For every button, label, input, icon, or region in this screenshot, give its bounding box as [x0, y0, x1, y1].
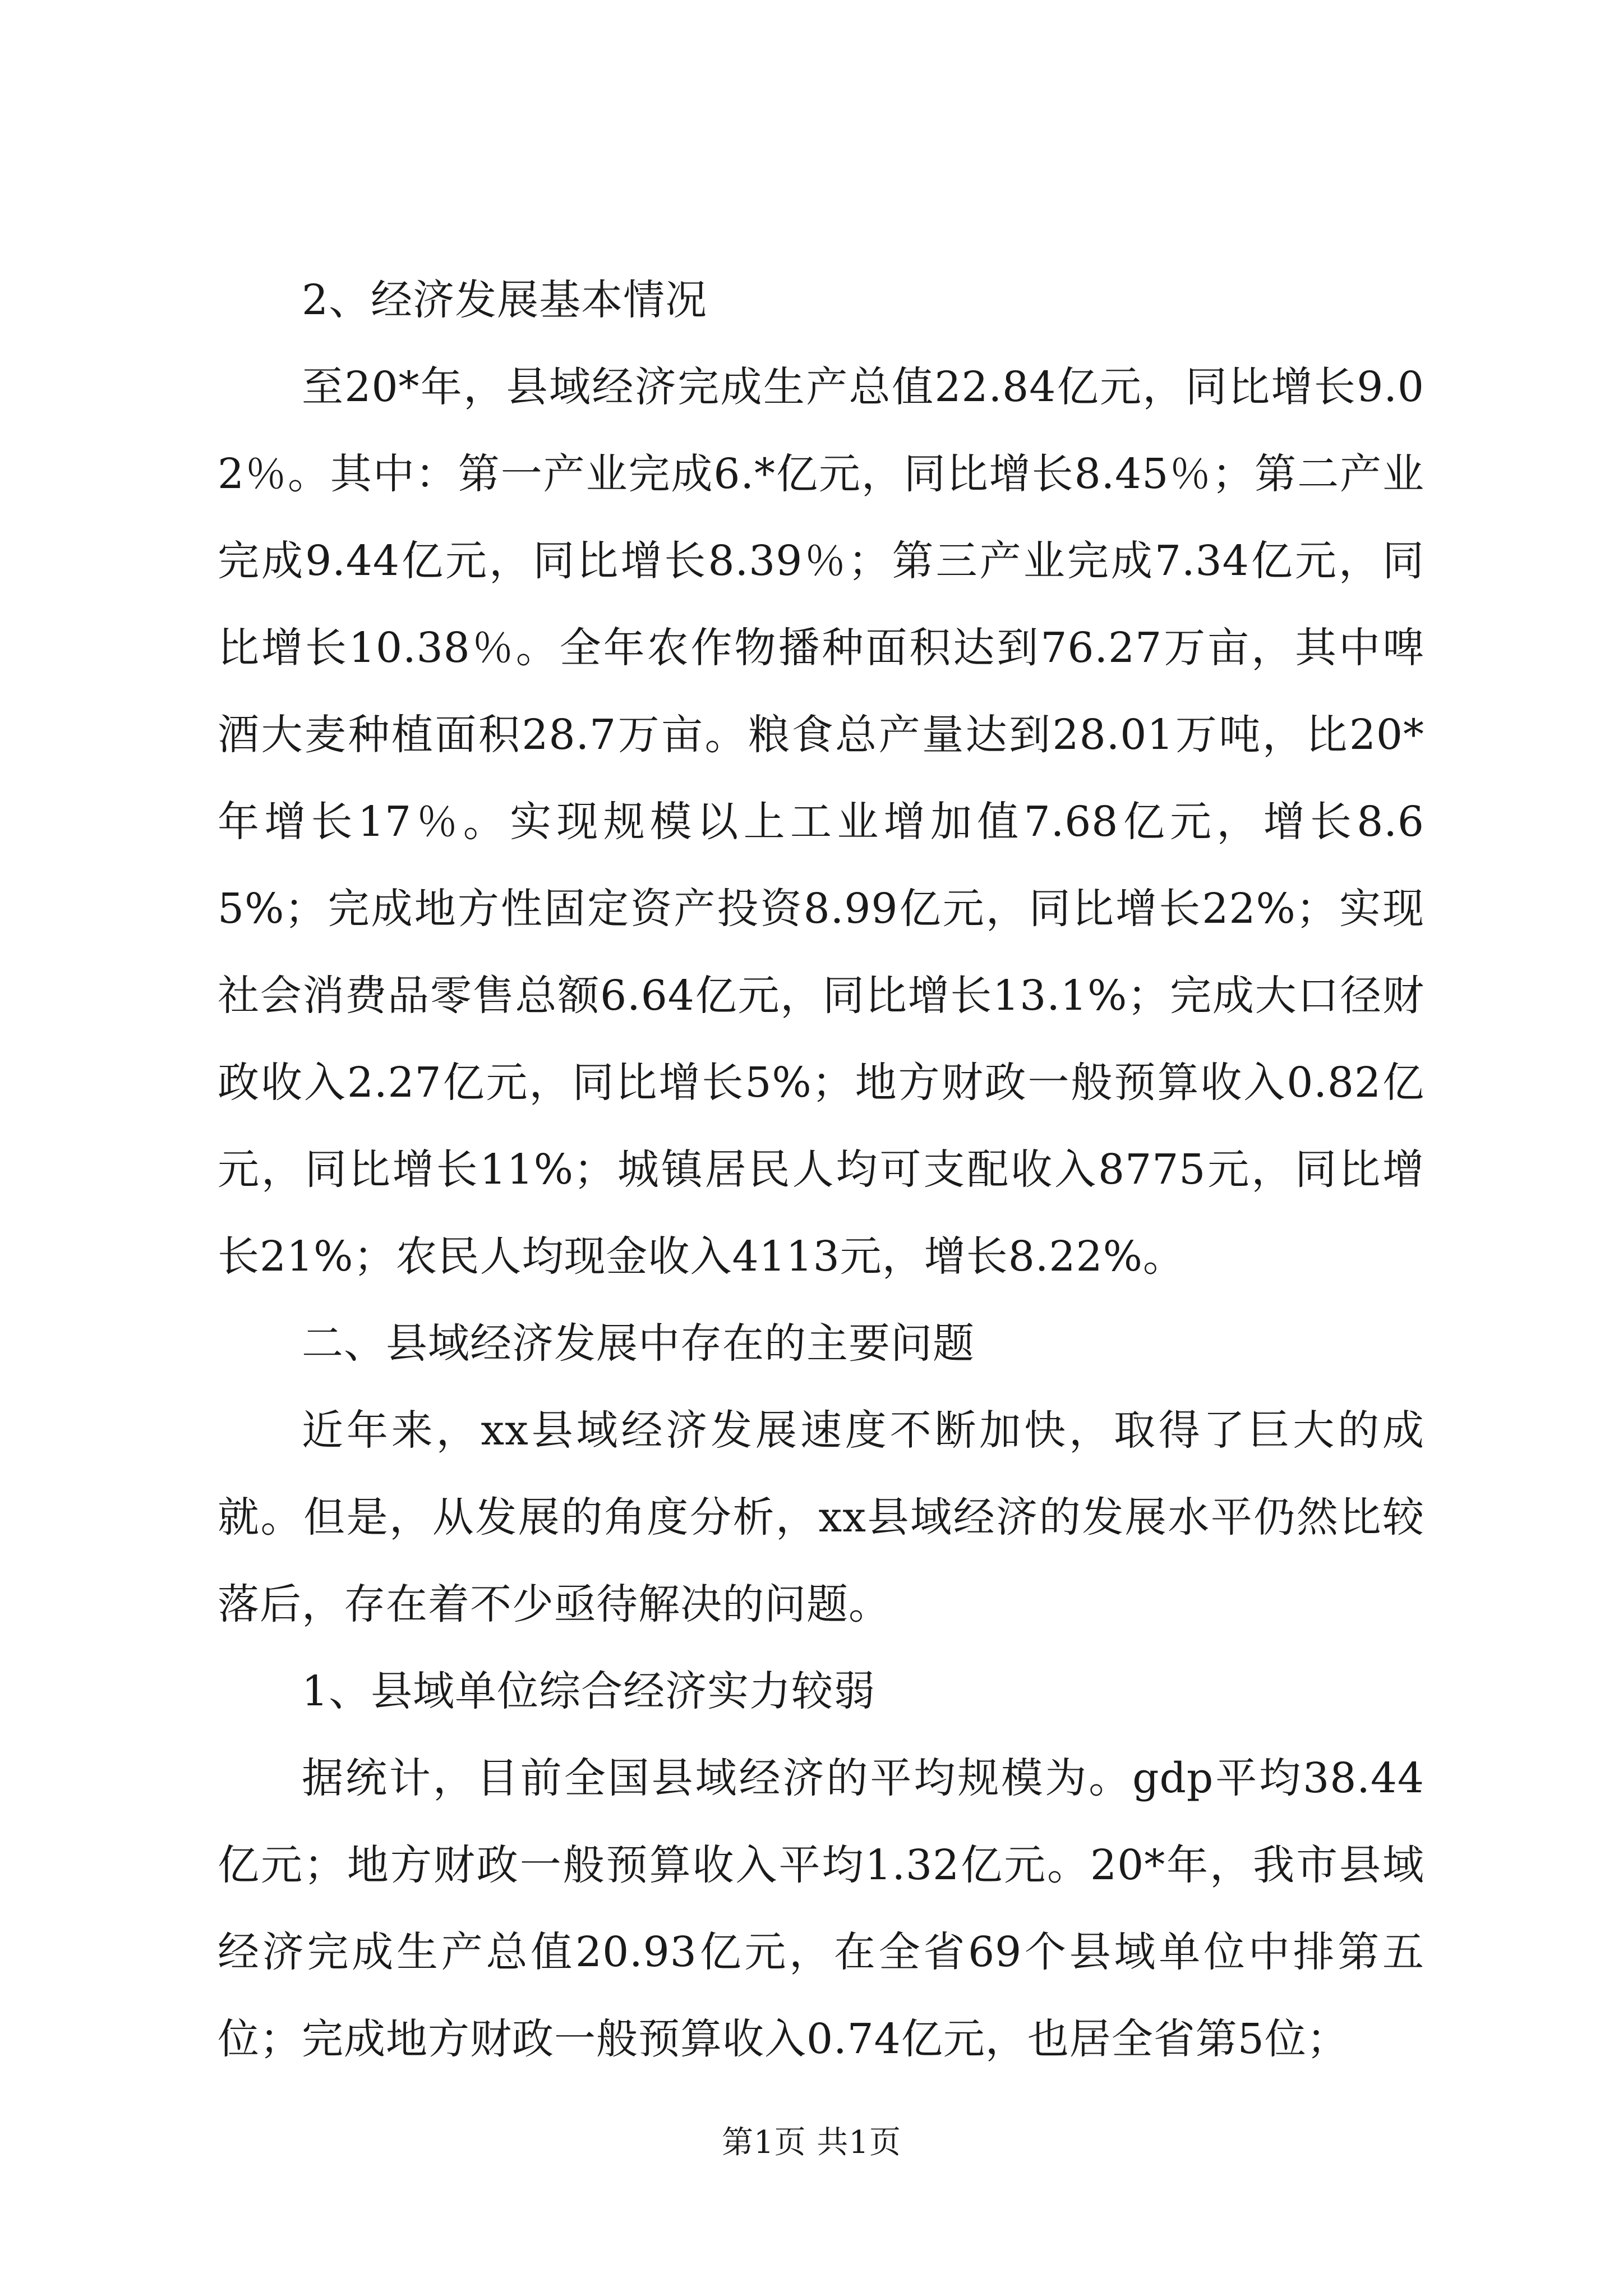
page-footer: 第1页 共1页 [721, 2124, 902, 2161]
section-heading-economic-basics: 2、经济发展基本情况 [302, 276, 708, 324]
paragraph-national-comparison: 据统计，目前全国县域经济的平均规模为。gdp平均38.44亿元；地方财政一般预算收入平均1.32亿元。20*年，我市县域经济完成生产总值20.93亿元，在全省69个县域单位中排第五位；完成地方财政一般预算收入0.74亿元，也居全省第5位； [218, 1754, 1424, 2063]
section-heading-main-problems: 二、县域经济发展中存在的主要问题 [302, 1319, 975, 1368]
section-heading-weak-strength: 1、县域单位综合经济实力较弱 [302, 1667, 876, 1715]
paragraph-economic-stats: 至20*年，县域经济完成生产总值22.84亿元，同比增长9.02％。其中：第一产业完成6.*亿元，同比增长8.45％；第二产业完成9.44亿元，同比增长8.39％；第三产业完成7.34亿元，同比增长10.38％。全年农作物播种面积达到76.27万亩，其中啤酒大麦种植面积28.7万亩。粮食总产量达到28.01万吨，比20*年增长17％。实现规模以上工业增加值7.68亿元，增长8.65%；完成地方性固定资产投资8.99亿元，同比增长22%；实现社会消费品零售总额6.64亿元，同比增长13.1%；完成大口径财政收入2.27亿元，同比增长5%；地方财政一般预算收入0.82亿元，同比增长11%；城镇居民人均可支配收入8775元，同比增长21%；农民人均现金收入4113元，增长8.22%。 [218, 363, 1424, 1281]
paragraph-problems-intro: 近年来，xx县域经济发展速度不断加快，取得了巨大的成就。但是，从发展的角度分析，xx县域经济的发展水平仍然比较落后，存在着不少亟待解决的问题。 [218, 1406, 1424, 1628]
document-body [218, 257, 1424, 2083]
